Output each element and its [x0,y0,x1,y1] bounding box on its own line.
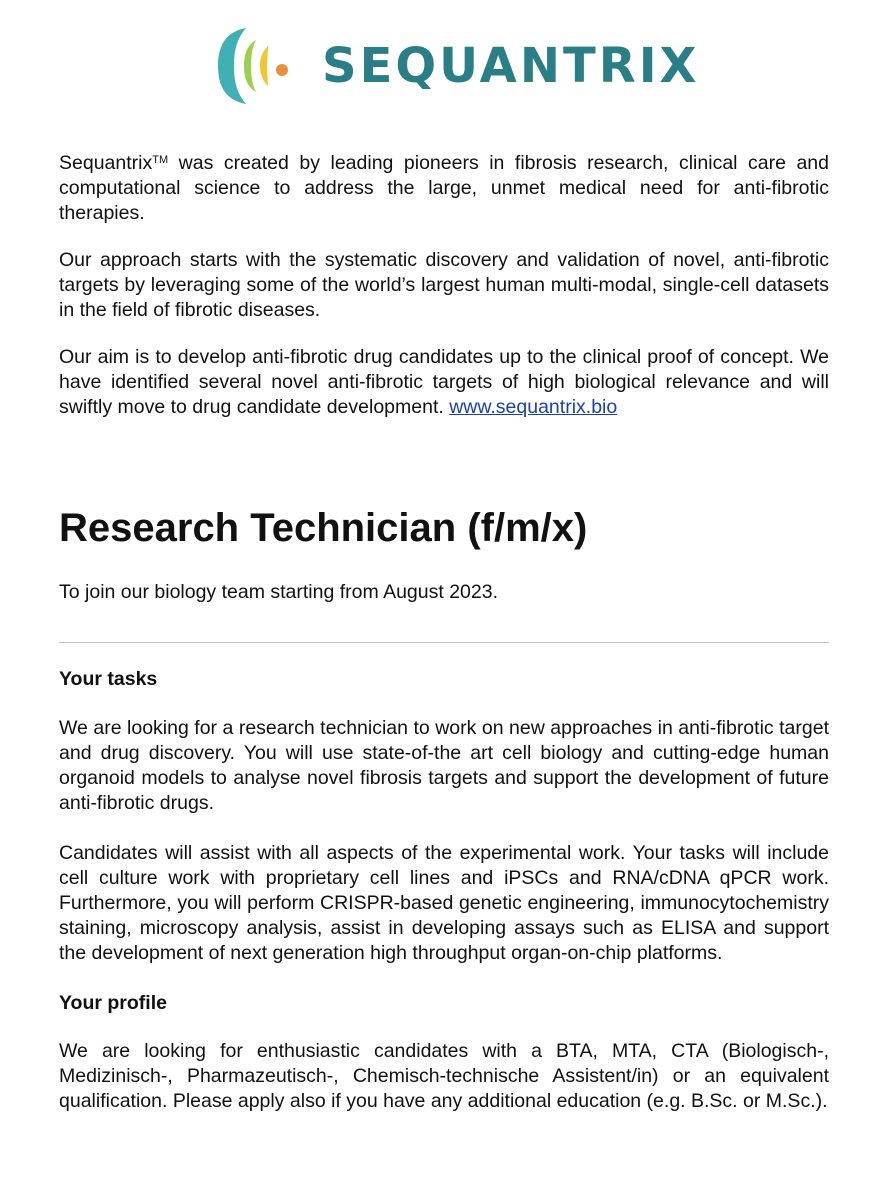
tasks-paragraph-2: Candidates will assist with all aspects of the experimental work. Your tasks will include cell culture work with proprietary cell lines and iPSCs and RNA/cDNA qPCR work. Furthermore, you will perform CRISPR-based genetic engineering, immunocytochemistry staining, microscopy analysis, assist in developing assays such as ELISA and support the development of next generation high throughput organ-on-chip platforms. [59,842,829,964]
trademark-mark: TM [152,154,169,166]
intro-paragraph-1 [59,148,829,226]
section-divider [59,642,829,643]
logo-wordmark: SEQUANTRIX [322,38,700,94]
document-body [59,148,829,1114]
company-website-link[interactable]: www.sequantrix.bio [449,396,618,418]
job-subtitle: To join our biology team starting from August 2023. [59,581,498,603]
intro-paragraph-1-text: was created by leading pioneers in fibrosis research, clinical care and computational science to address the large, unmet medical need for anti-fibrotic therapies. [59,152,829,224]
intro-paragraph-3-text: Our aim is to develop anti-fibrotic drug candidates up to the clinical proof of concept. We have identified several novel anti-fibrotic targets of high biological relevance and will swiftly move to drug candidate development. [59,346,829,418]
tasks-heading: Your tasks [59,668,158,690]
sequantrix-logo [0,26,890,106]
job-title: Research Technician (f/m/x) [59,506,588,550]
profile-paragraph-1: We are looking for enthusiastic candidates with a BTA, MTA, CTA (Biologisch-, Medizinisch-, Pharmazeutisch-, Chemisch-technische Assistent/in) or an equivalent qualification. Please apply also if you have any additional education (e.g. B.Sc. or M.Sc.). [59,1040,829,1112]
tasks-paragraph-1: We are looking for a research technician to work on new approaches in anti-fibrotic target and drug discovery. You will use state-of-the art cell biology and cutting-edge human organoid models to analyse novel fibrosis targets and support the development of future anti-fibrotic drugs. [59,717,829,814]
intro-paragraph-2: Our approach starts with the systematic discovery and validation of novel, anti-fibrotic targets by leveraging some of the world’s largest human multi-modal, single-cell datasets in the field of fibrotic diseases. [59,249,829,321]
intro-paragraph-3 [59,345,829,420]
intro-company-name: Sequantrix [59,152,153,174]
sequantrix-logo-mark-icon [216,26,316,106]
profile-heading: Your profile [59,992,167,1014]
